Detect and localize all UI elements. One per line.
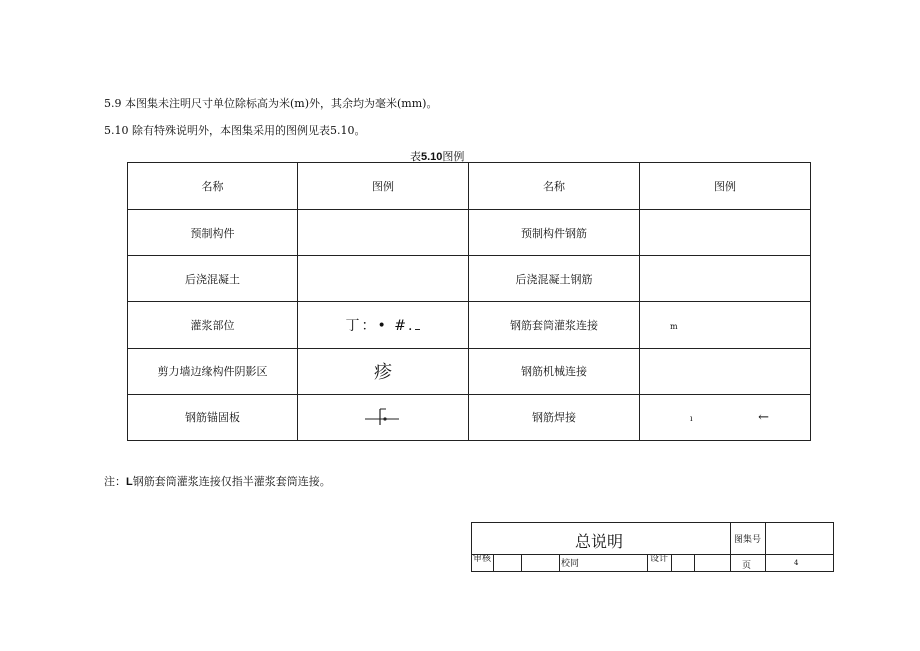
header-legend-2: 图例 [640, 163, 811, 210]
row-name: 剪力墙边缘构件阴影区 [128, 348, 298, 394]
title-vline [521, 554, 522, 571]
table-row [128, 210, 811, 256]
title-vline [493, 554, 494, 571]
review-label: 审核 [473, 555, 491, 564]
weld-tick-symbol: ı [690, 413, 693, 423]
table-row [128, 348, 811, 394]
row-legend [640, 394, 811, 440]
caption-suffix: 图例 [442, 150, 465, 163]
row-legend [298, 394, 469, 440]
footnote-prefix: 注： [104, 475, 126, 488]
header-name-1: 名称 [128, 163, 298, 210]
title-vline [671, 554, 672, 571]
header-name-2: 名称 [469, 163, 640, 210]
row-legend [298, 348, 469, 394]
table-header-row [128, 163, 811, 210]
row-name: 钢筋焊接 [469, 394, 640, 440]
shadow-zone-symbol: 疹 [374, 362, 392, 384]
note-5-9: 5.9 本图集未注明尺寸单位除标高为米(m)外，其余均为毫米(mm)。 [104, 97, 438, 110]
design-label: 设计 [650, 555, 668, 564]
anchor-plate-symbol [363, 405, 403, 427]
title-block [471, 522, 834, 572]
caption-number: 5.10 [421, 151, 443, 163]
title-vline [559, 554, 560, 571]
caption-prefix: 表 [410, 150, 421, 163]
legend-table [127, 162, 811, 441]
row-legend [640, 302, 811, 348]
row-name: 预制构件 [128, 210, 298, 256]
page-number: 4 [794, 559, 799, 567]
atlas-number-label: 图集号 [734, 535, 762, 545]
grout-underline [415, 329, 420, 330]
row-name: 钢筋机械连接 [469, 348, 640, 394]
row-name: 钢筋锚固板 [128, 394, 298, 440]
grout-symbol: 丁：• #. [345, 318, 415, 335]
row-legend [298, 302, 469, 348]
table-row [128, 302, 811, 348]
header-legend-1: 图例 [298, 163, 469, 210]
row-name: 预制构件钢筋 [469, 210, 640, 256]
row-legend [640, 210, 811, 256]
row-name: 钢筋套筒灌浆连接 [469, 302, 640, 348]
footnote-text: 钢筋套筒灌浆连接仅指半灌浆套筒连接。 [132, 475, 331, 488]
note-5-10: 5.10 除有特殊说明外，本图集采用的图例见表5.10。 [104, 124, 366, 137]
title-vline [647, 554, 648, 571]
table-row [128, 256, 811, 302]
row-legend [640, 348, 811, 394]
row-name: 灌浆部位 [128, 302, 298, 348]
title-vline [765, 523, 766, 571]
row-legend [640, 256, 811, 302]
drawing-title: 总说明 [575, 532, 624, 551]
sleeve-symbol: m [670, 321, 678, 331]
row-legend [298, 210, 469, 256]
footnote [104, 473, 331, 489]
title-vline [694, 554, 695, 571]
title-vline [730, 523, 731, 571]
table-row [128, 394, 811, 440]
page-label: 页 [742, 561, 752, 571]
check-label: 校同 [561, 559, 580, 569]
row-name: 后浇混凝土钢筋 [469, 256, 640, 302]
row-name: 后浇混凝土 [128, 256, 298, 302]
footnote-bold: L [126, 476, 133, 488]
row-legend [298, 256, 469, 302]
weld-arrow-icon: ← [758, 409, 769, 425]
